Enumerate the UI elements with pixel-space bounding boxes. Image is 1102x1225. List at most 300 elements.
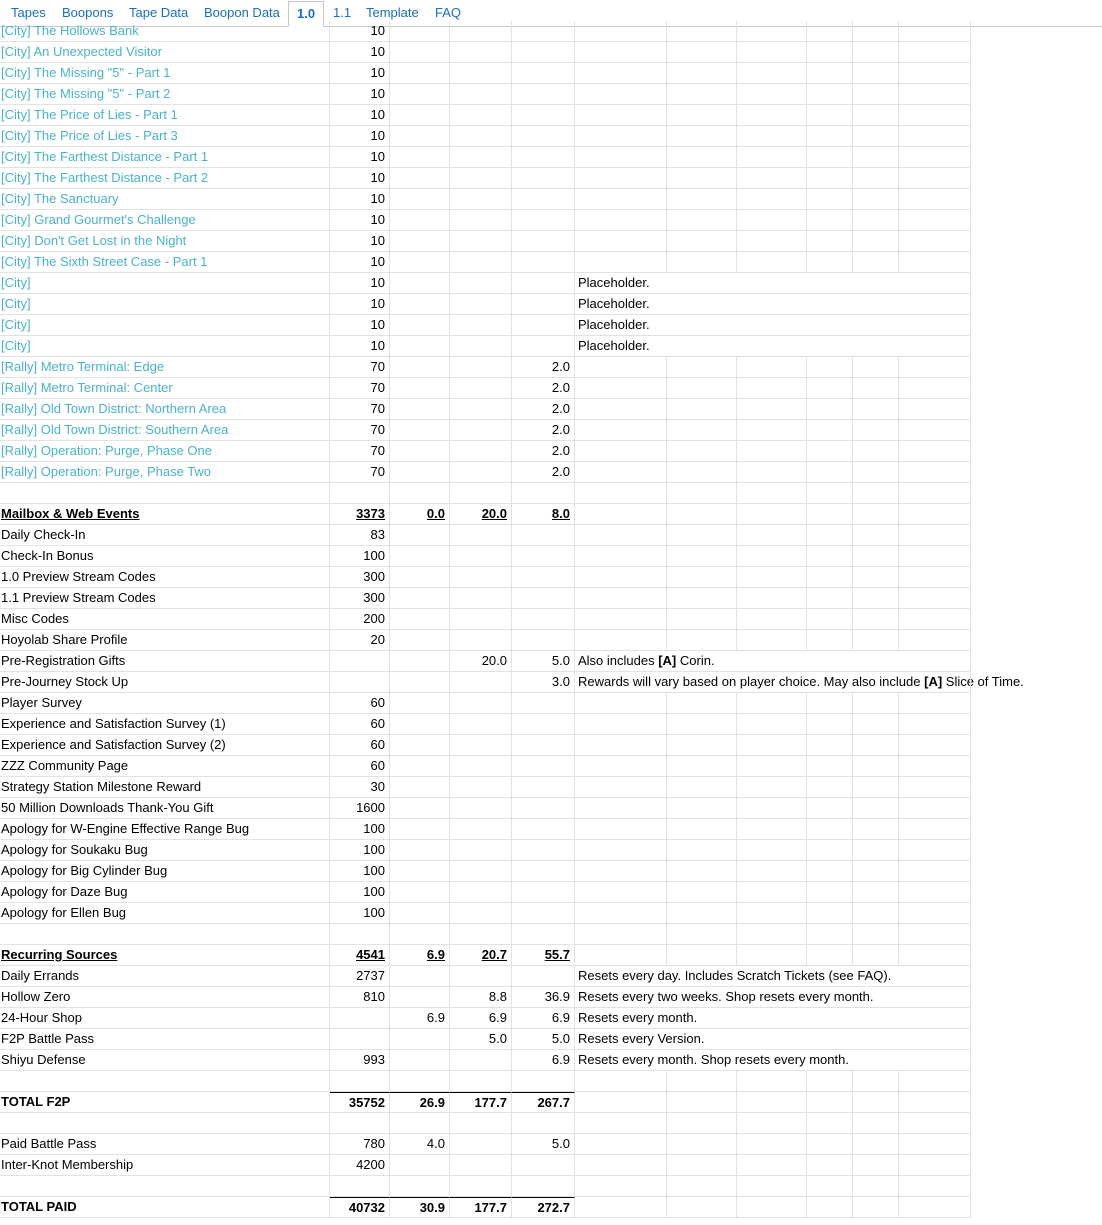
empty-cell[interactable] [737,966,807,987]
master-tape-cell[interactable] [450,483,512,504]
note-cell[interactable] [575,1176,667,1197]
empty-cell[interactable] [853,168,899,189]
empty-cell[interactable] [737,819,807,840]
empty-cell[interactable] [667,168,737,189]
empty-cell[interactable] [667,21,737,42]
empty-cell[interactable] [667,336,737,357]
empty-cell[interactable] [737,777,807,798]
polychrome-cell[interactable]: 70 [330,420,390,441]
master-tape-cell[interactable] [450,1071,512,1092]
polychrome-cell[interactable]: 20 [330,630,390,651]
empty-cell[interactable] [737,903,807,924]
empty-cell[interactable] [667,630,737,651]
empty-cell[interactable] [667,924,737,945]
row-label-cell[interactable]: Player Survey [0,693,330,714]
encrypted-tape-cell[interactable]: 6.9 [390,1008,450,1029]
empty-cell[interactable] [807,588,853,609]
row-label-cell[interactable] [0,483,330,504]
master-tape-cell[interactable] [450,735,512,756]
empty-cell[interactable] [807,378,853,399]
note-cell[interactable]: Also includes [A] Corin. [575,651,667,672]
empty-cell[interactable] [807,84,853,105]
empty-cell[interactable] [737,1113,807,1134]
row-label-cell[interactable] [0,924,330,945]
note-cell[interactable] [575,588,667,609]
note-cell[interactable] [575,63,667,84]
empty-cell[interactable] [667,210,737,231]
empty-cell[interactable] [807,126,853,147]
tab-1-0[interactable]: 1.0 [288,1,324,27]
polychrome-cell[interactable]: 10 [330,210,390,231]
empty-cell[interactable] [807,420,853,441]
encrypted-tape-cell[interactable] [390,1113,450,1134]
empty-cell[interactable] [737,378,807,399]
empty-cell[interactable] [667,798,737,819]
empty-cell[interactable] [899,798,971,819]
polychrome-cell[interactable]: 10 [330,84,390,105]
row-label-cell[interactable]: Experience and Satisfaction Survey (1) [0,714,330,735]
encrypted-tape-cell[interactable] [390,819,450,840]
empty-cell[interactable] [853,63,899,84]
encrypted-tape-cell[interactable] [390,21,450,42]
polychrome-cell[interactable]: 810 [330,987,390,1008]
empty-cell[interactable] [899,441,971,462]
encrypted-tape-cell[interactable] [390,609,450,630]
encrypted-tape-cell[interactable] [390,84,450,105]
empty-cell[interactable] [737,42,807,63]
empty-cell[interactable] [667,63,737,84]
boopon-cell[interactable] [512,21,575,42]
empty-cell[interactable] [667,903,737,924]
polychrome-cell[interactable]: 10 [330,252,390,273]
empty-cell[interactable] [737,168,807,189]
empty-cell[interactable] [853,294,899,315]
note-cell[interactable] [575,525,667,546]
boopon-cell[interactable]: 3.0 [512,672,575,693]
empty-cell[interactable] [899,378,971,399]
note-cell[interactable] [575,777,667,798]
boopon-cell[interactable]: 2.0 [512,399,575,420]
empty-cell[interactable] [737,987,807,1008]
note-cell[interactable]: Placeholder. [575,294,667,315]
master-tape-cell[interactable] [450,1113,512,1134]
empty-cell[interactable] [737,882,807,903]
empty-cell[interactable] [807,630,853,651]
empty-cell[interactable] [807,273,853,294]
empty-cell[interactable] [899,819,971,840]
polychrome-cell[interactable]: 30 [330,777,390,798]
tab-tape-data[interactable]: Tape Data [129,5,189,20]
polychrome-cell[interactable]: 35752 [330,1092,390,1113]
empty-cell[interactable] [899,630,971,651]
row-label-cell[interactable]: Experience and Satisfaction Survey (2) [0,735,330,756]
empty-cell[interactable] [807,189,853,210]
empty-cell[interactable] [899,1155,971,1176]
empty-cell[interactable] [737,504,807,525]
encrypted-tape-cell[interactable] [390,1155,450,1176]
boopon-cell[interactable] [512,924,575,945]
empty-cell[interactable] [807,777,853,798]
master-tape-cell[interactable] [450,420,512,441]
boopon-cell[interactable]: 267.7 [512,1092,575,1113]
note-cell[interactable]: Placeholder. [575,315,667,336]
boopon-cell[interactable] [512,1176,575,1197]
boopon-cell[interactable] [512,567,575,588]
master-tape-cell[interactable] [450,966,512,987]
empty-cell[interactable] [737,399,807,420]
master-tape-cell[interactable] [450,168,512,189]
encrypted-tape-cell[interactable] [390,483,450,504]
empty-cell[interactable] [737,1155,807,1176]
encrypted-tape-cell[interactable] [390,252,450,273]
empty-cell[interactable] [737,861,807,882]
empty-cell[interactable] [899,1050,971,1071]
boopon-cell[interactable] [512,777,575,798]
encrypted-tape-cell[interactable] [390,924,450,945]
encrypted-tape-cell[interactable] [390,126,450,147]
empty-cell[interactable] [807,546,853,567]
empty-cell[interactable] [853,798,899,819]
empty-cell[interactable] [737,1134,807,1155]
empty-cell[interactable] [853,462,899,483]
boopon-cell[interactable]: 6.9 [512,1008,575,1029]
polychrome-cell[interactable]: 10 [330,273,390,294]
empty-cell[interactable] [667,105,737,126]
empty-cell[interactable] [737,63,807,84]
empty-cell[interactable] [667,714,737,735]
note-cell[interactable]: Resets every two weeks. Shop resets every month. [575,987,667,1008]
empty-cell[interactable] [853,966,899,987]
note-cell[interactable] [575,105,667,126]
polychrome-cell[interactable] [330,1071,390,1092]
master-tape-cell[interactable] [450,903,512,924]
row-label-cell[interactable]: [City] The Farthest Distance - Part 2 [0,168,330,189]
empty-cell[interactable] [737,21,807,42]
empty-cell[interactable] [853,1155,899,1176]
master-tape-cell[interactable] [450,147,512,168]
encrypted-tape-cell[interactable] [390,630,450,651]
empty-cell[interactable] [667,147,737,168]
polychrome-cell[interactable]: 10 [330,336,390,357]
boopon-cell[interactable]: 2.0 [512,462,575,483]
empty-cell[interactable] [899,1008,971,1029]
note-cell[interactable] [575,567,667,588]
row-label-cell[interactable]: [Rally] Metro Terminal: Center [0,378,330,399]
empty-cell[interactable] [899,777,971,798]
empty-cell[interactable] [807,735,853,756]
note-cell[interactable] [575,399,667,420]
boopon-cell[interactable]: 8.0 [512,504,575,525]
boopon-cell[interactable] [512,147,575,168]
empty-cell[interactable] [667,231,737,252]
master-tape-cell[interactable] [450,840,512,861]
empty-cell[interactable] [853,651,899,672]
empty-cell[interactable] [807,1134,853,1155]
empty-cell[interactable] [667,588,737,609]
row-label-cell[interactable] [0,1176,330,1197]
boopon-cell[interactable]: 5.0 [512,1134,575,1155]
master-tape-cell[interactable] [450,798,512,819]
empty-cell[interactable] [737,609,807,630]
empty-cell[interactable] [899,357,971,378]
empty-cell[interactable] [737,567,807,588]
empty-cell[interactable] [853,105,899,126]
master-tape-cell[interactable] [450,819,512,840]
master-tape-cell[interactable]: 5.0 [450,1029,512,1050]
empty-cell[interactable] [899,504,971,525]
row-label-cell[interactable]: Apology for W-Engine Effective Range Bug [0,819,330,840]
empty-cell[interactable] [667,126,737,147]
empty-cell[interactable] [853,672,899,693]
empty-cell[interactable] [807,210,853,231]
empty-cell[interactable] [737,273,807,294]
master-tape-cell[interactable]: 20.0 [450,651,512,672]
note-cell[interactable] [575,168,667,189]
empty-cell[interactable] [737,756,807,777]
empty-cell[interactable] [853,1029,899,1050]
empty-cell[interactable] [899,693,971,714]
empty-cell[interactable] [667,861,737,882]
empty-cell[interactable] [737,672,807,693]
row-label-cell[interactable]: Paid Battle Pass [0,1134,330,1155]
master-tape-cell[interactable] [450,861,512,882]
master-tape-cell[interactable] [450,693,512,714]
tab-1-1[interactable]: 1.1 [333,5,352,20]
row-label-cell[interactable]: Check-In Bonus [0,546,330,567]
empty-cell[interactable] [667,651,737,672]
note-cell[interactable] [575,1197,667,1218]
empty-cell[interactable] [667,462,737,483]
polychrome-cell[interactable]: 60 [330,756,390,777]
empty-cell[interactable] [853,21,899,42]
polychrome-cell[interactable]: 60 [330,693,390,714]
empty-cell[interactable] [807,693,853,714]
empty-cell[interactable] [737,924,807,945]
empty-cell[interactable] [737,252,807,273]
row-label-cell[interactable]: Inter-Knot Membership [0,1155,330,1176]
encrypted-tape-cell[interactable] [390,966,450,987]
encrypted-tape-cell[interactable] [390,189,450,210]
empty-cell[interactable] [667,357,737,378]
boopon-cell[interactable] [512,273,575,294]
row-label-cell[interactable]: Shiyu Defense [0,1050,330,1071]
empty-cell[interactable] [807,294,853,315]
row-label-cell[interactable]: [Rally] Old Town District: Southern Area [0,420,330,441]
empty-cell[interactable] [807,63,853,84]
empty-cell[interactable] [807,1071,853,1092]
row-label-cell[interactable]: [City] The Sixth Street Case - Part 1 [0,252,330,273]
empty-cell[interactable] [853,630,899,651]
empty-cell[interactable] [899,483,971,504]
row-label-cell[interactable]: Recurring Sources [0,945,330,966]
empty-cell[interactable] [807,504,853,525]
empty-cell[interactable] [899,189,971,210]
note-cell[interactable]: Resets every Version. [575,1029,667,1050]
empty-cell[interactable] [737,714,807,735]
empty-cell[interactable] [853,525,899,546]
empty-cell[interactable] [667,1050,737,1071]
row-label-cell[interactable]: Hoyolab Share Profile [0,630,330,651]
master-tape-cell[interactable] [450,378,512,399]
master-tape-cell[interactable] [450,231,512,252]
empty-cell[interactable] [853,987,899,1008]
polychrome-cell[interactable]: 10 [330,294,390,315]
empty-cell[interactable] [899,1113,971,1134]
boopon-cell[interactable]: 2.0 [512,357,575,378]
empty-cell[interactable] [853,1176,899,1197]
encrypted-tape-cell[interactable]: 4.0 [390,1134,450,1155]
master-tape-cell[interactable] [450,462,512,483]
row-label-cell[interactable] [0,1071,330,1092]
master-tape-cell[interactable]: 177.7 [450,1197,512,1218]
note-cell[interactable]: Resets every month. [575,1008,667,1029]
empty-cell[interactable] [899,651,971,672]
note-cell[interactable] [575,882,667,903]
empty-cell[interactable] [807,567,853,588]
master-tape-cell[interactable] [450,273,512,294]
row-label-cell[interactable]: Daily Errands [0,966,330,987]
empty-cell[interactable] [737,441,807,462]
note-cell[interactable] [575,231,667,252]
master-tape-cell[interactable] [450,714,512,735]
empty-cell[interactable] [737,840,807,861]
boopon-cell[interactable] [512,525,575,546]
note-cell[interactable] [575,1092,667,1113]
empty-cell[interactable] [737,798,807,819]
empty-cell[interactable] [807,483,853,504]
empty-cell[interactable] [853,714,899,735]
empty-cell[interactable] [667,567,737,588]
empty-cell[interactable] [807,1050,853,1071]
boopon-cell[interactable]: 5.0 [512,1029,575,1050]
empty-cell[interactable] [667,1155,737,1176]
note-cell[interactable] [575,819,667,840]
empty-cell[interactable] [899,861,971,882]
boopon-cell[interactable] [512,735,575,756]
empty-cell[interactable] [899,84,971,105]
encrypted-tape-cell[interactable] [390,357,450,378]
empty-cell[interactable] [737,147,807,168]
empty-cell[interactable] [853,945,899,966]
empty-cell[interactable] [853,210,899,231]
empty-cell[interactable] [807,315,853,336]
empty-cell[interactable] [807,966,853,987]
empty-cell[interactable] [807,1092,853,1113]
empty-cell[interactable] [807,714,853,735]
polychrome-cell[interactable]: 10 [330,21,390,42]
empty-cell[interactable] [853,273,899,294]
empty-cell[interactable] [899,546,971,567]
empty-cell[interactable] [807,441,853,462]
empty-cell[interactable] [667,546,737,567]
polychrome-cell[interactable] [330,483,390,504]
master-tape-cell[interactable] [450,42,512,63]
row-label-cell[interactable]: [City] The Price of Lies - Part 1 [0,105,330,126]
note-cell[interactable] [575,1071,667,1092]
encrypted-tape-cell[interactable] [390,798,450,819]
encrypted-tape-cell[interactable] [390,420,450,441]
empty-cell[interactable] [853,1050,899,1071]
encrypted-tape-cell[interactable] [390,777,450,798]
empty-cell[interactable] [667,1176,737,1197]
empty-cell[interactable] [667,252,737,273]
note-cell[interactable] [575,756,667,777]
empty-cell[interactable] [853,147,899,168]
empty-cell[interactable] [899,567,971,588]
empty-cell[interactable] [853,819,899,840]
empty-cell[interactable] [899,987,971,1008]
encrypted-tape-cell[interactable] [390,756,450,777]
empty-cell[interactable] [737,231,807,252]
empty-cell[interactable] [899,882,971,903]
empty-cell[interactable] [807,798,853,819]
empty-cell[interactable] [807,42,853,63]
boopon-cell[interactable]: 6.9 [512,1050,575,1071]
polychrome-cell[interactable]: 300 [330,588,390,609]
empty-cell[interactable] [667,525,737,546]
row-label-cell[interactable]: [City] The Sanctuary [0,189,330,210]
empty-cell[interactable] [667,966,737,987]
boopon-cell[interactable] [512,966,575,987]
empty-cell[interactable] [853,399,899,420]
empty-cell[interactable] [853,567,899,588]
empty-cell[interactable] [899,126,971,147]
encrypted-tape-cell[interactable] [390,399,450,420]
encrypted-tape-cell[interactable] [390,693,450,714]
master-tape-cell[interactable] [450,777,512,798]
note-cell[interactable]: Rewards will vary based on player choice. May also include [A] Slice of Time. [575,672,667,693]
polychrome-cell[interactable]: 10 [330,189,390,210]
encrypted-tape-cell[interactable] [390,1071,450,1092]
polychrome-cell[interactable]: 70 [330,441,390,462]
boopon-cell[interactable] [512,798,575,819]
polychrome-cell[interactable]: 10 [330,147,390,168]
boopon-cell[interactable] [512,252,575,273]
row-label-cell[interactable]: [City] Grand Gourmet's Challenge [0,210,330,231]
note-cell[interactable] [575,42,667,63]
note-cell[interactable] [575,420,667,441]
empty-cell[interactable] [899,105,971,126]
empty-cell[interactable] [807,399,853,420]
note-cell[interactable] [575,483,667,504]
row-label-cell[interactable]: [City] [0,315,330,336]
row-label-cell[interactable]: [City] The Missing "5" - Part 1 [0,63,330,84]
master-tape-cell[interactable]: 20.7 [450,945,512,966]
row-label-cell[interactable]: 1.1 Preview Stream Codes [0,588,330,609]
empty-cell[interactable] [853,231,899,252]
encrypted-tape-cell[interactable] [390,441,450,462]
encrypted-tape-cell[interactable] [390,882,450,903]
master-tape-cell[interactable] [450,525,512,546]
empty-cell[interactable] [807,819,853,840]
boopon-cell[interactable]: 5.0 [512,651,575,672]
empty-cell[interactable] [737,1008,807,1029]
empty-cell[interactable] [853,546,899,567]
boopon-cell[interactable] [512,336,575,357]
row-label-cell[interactable]: Pre-Journey Stock Up [0,672,330,693]
boopon-cell[interactable] [512,126,575,147]
empty-cell[interactable] [667,735,737,756]
encrypted-tape-cell[interactable]: 6.9 [390,945,450,966]
empty-cell[interactable] [807,105,853,126]
note-cell[interactable] [575,84,667,105]
note-cell[interactable]: Resets every day. Includes Scratch Tickets (see FAQ). [575,966,667,987]
empty-cell[interactable] [853,357,899,378]
encrypted-tape-cell[interactable]: 30.9 [390,1197,450,1218]
empty-cell[interactable] [737,126,807,147]
empty-cell[interactable] [853,441,899,462]
empty-cell[interactable] [807,1176,853,1197]
